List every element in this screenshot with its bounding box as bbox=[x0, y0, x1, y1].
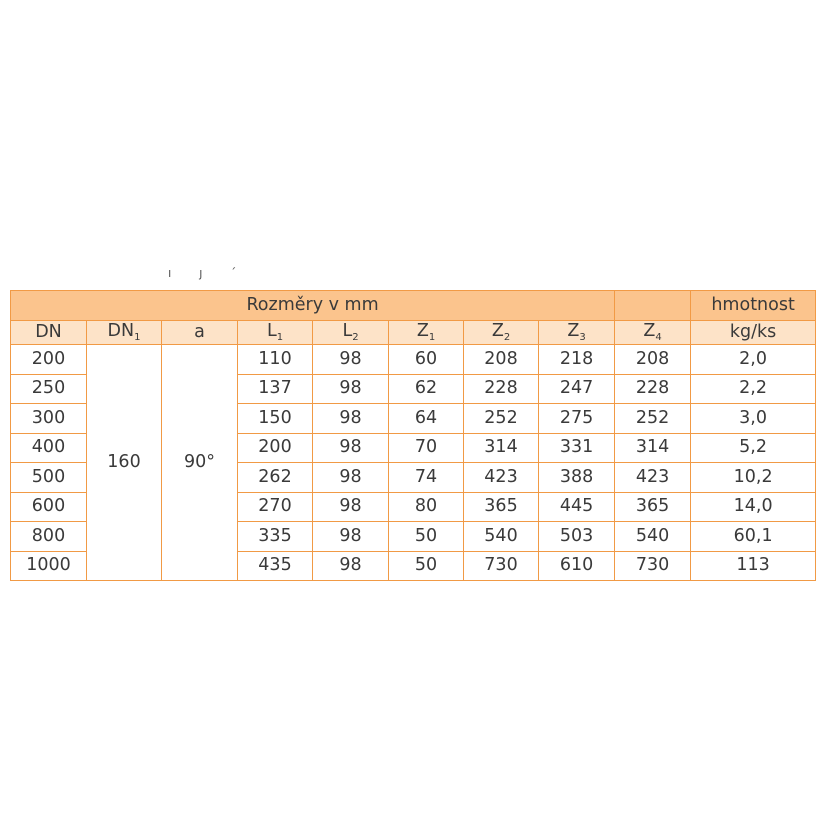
cell-kg: 60,1 bbox=[691, 522, 816, 552]
cell-dn: 500 bbox=[11, 463, 87, 493]
column-header-label: DN bbox=[107, 320, 135, 341]
column-header bbox=[615, 321, 691, 345]
cell-z3: 275 bbox=[539, 404, 615, 434]
cell-l1: 200 bbox=[238, 433, 313, 463]
cell-dn1: 160 bbox=[87, 345, 162, 581]
header-row-columns bbox=[11, 321, 816, 345]
cell-l1: 150 bbox=[238, 404, 313, 434]
cell-z4: 208 bbox=[615, 345, 691, 375]
column-header-label: L bbox=[342, 320, 353, 341]
cell-z2: 730 bbox=[464, 551, 539, 581]
dimensions-table bbox=[10, 290, 816, 581]
cell-z4: 540 bbox=[615, 522, 691, 552]
column-header-label: L bbox=[266, 320, 277, 341]
cell-dn: 300 bbox=[11, 404, 87, 434]
cell-dn: 250 bbox=[11, 374, 87, 404]
column-header-label: Z bbox=[567, 320, 580, 341]
table-row bbox=[11, 345, 816, 375]
header-row-group bbox=[11, 291, 816, 321]
cell-l2: 98 bbox=[313, 463, 389, 493]
cell-l1: 435 bbox=[238, 551, 313, 581]
column-header bbox=[87, 321, 162, 345]
column-header-label: Z bbox=[491, 320, 504, 341]
column-header-label: Z bbox=[416, 320, 429, 341]
cell-l2: 98 bbox=[313, 404, 389, 434]
cell-z3: 331 bbox=[539, 433, 615, 463]
cell-z2: 208 bbox=[464, 345, 539, 375]
cell-kg: 14,0 bbox=[691, 492, 816, 522]
column-header bbox=[162, 321, 238, 345]
cell-z2: 423 bbox=[464, 463, 539, 493]
column-header bbox=[389, 321, 464, 345]
cell-z3: 445 bbox=[539, 492, 615, 522]
column-header-subscript: 2 bbox=[352, 331, 359, 343]
cell-z4: 228 bbox=[615, 374, 691, 404]
cell-z2: 540 bbox=[464, 522, 539, 552]
column-header bbox=[539, 321, 615, 345]
cell-z4: 252 bbox=[615, 404, 691, 434]
column-header-subscript: 3 bbox=[579, 331, 586, 343]
cell-dn: 1000 bbox=[11, 551, 87, 581]
column-header-subscript: 2 bbox=[503, 331, 511, 343]
column-header-subscript: 4 bbox=[655, 331, 662, 343]
cell-kg: 10,2 bbox=[691, 463, 816, 493]
cell-l1: 110 bbox=[238, 345, 313, 375]
cell-z3: 388 bbox=[539, 463, 615, 493]
column-header-label: kg/ks bbox=[729, 321, 777, 342]
cell-l1: 137 bbox=[238, 374, 313, 404]
cell-z2: 365 bbox=[464, 492, 539, 522]
cropped-text-fragment: ı ȷ ´ bbox=[168, 266, 249, 280]
column-header bbox=[238, 321, 313, 345]
cell-z3: 218 bbox=[539, 345, 615, 375]
cell-l2: 98 bbox=[313, 433, 389, 463]
cell-dn: 200 bbox=[11, 345, 87, 375]
cell-l2: 98 bbox=[313, 374, 389, 404]
cell-z3: 610 bbox=[539, 551, 615, 581]
cell-l2: 98 bbox=[313, 492, 389, 522]
cell-z1: 62 bbox=[389, 374, 464, 404]
cell-l2: 98 bbox=[313, 345, 389, 375]
cell-l2: 98 bbox=[313, 522, 389, 552]
column-header-label: Z bbox=[643, 320, 656, 341]
cell-kg: 5,2 bbox=[691, 433, 816, 463]
cell-z4: 730 bbox=[615, 551, 691, 581]
cell-z1: 80 bbox=[389, 492, 464, 522]
column-header bbox=[691, 321, 816, 345]
cell-dn: 600 bbox=[11, 492, 87, 522]
cell-z3: 503 bbox=[539, 522, 615, 552]
cell-kg: 2,2 bbox=[691, 374, 816, 404]
cell-l1: 335 bbox=[238, 522, 313, 552]
column-header-label: a bbox=[194, 321, 205, 342]
group-header-dimensions: Rozměry v mm bbox=[11, 291, 615, 321]
cell-z1: 50 bbox=[389, 522, 464, 552]
cell-z1: 74 bbox=[389, 463, 464, 493]
cell-l1: 262 bbox=[238, 463, 313, 493]
cell-z1: 70 bbox=[389, 433, 464, 463]
column-header bbox=[313, 321, 389, 345]
cell-kg: 2,0 bbox=[691, 345, 816, 375]
column-header-subscript: 1 bbox=[276, 331, 284, 343]
group-header-empty bbox=[615, 291, 691, 321]
cell-z2: 228 bbox=[464, 374, 539, 404]
cell-z3: 247 bbox=[539, 374, 615, 404]
column-header-subscript: 1 bbox=[428, 331, 436, 343]
cell-l2: 98 bbox=[313, 551, 389, 581]
cell-z1: 60 bbox=[389, 345, 464, 375]
cell-dn: 400 bbox=[11, 433, 87, 463]
cell-z1: 64 bbox=[389, 404, 464, 434]
cell-z4: 314 bbox=[615, 433, 691, 463]
cell-z4: 365 bbox=[615, 492, 691, 522]
cell-dn: 800 bbox=[11, 522, 87, 552]
column-header bbox=[464, 321, 539, 345]
cell-kg: 3,0 bbox=[691, 404, 816, 434]
column-header-subscript: 1 bbox=[134, 331, 141, 343]
column-header bbox=[11, 321, 87, 345]
cell-angle: 90° bbox=[162, 345, 238, 581]
cell-l1: 270 bbox=[238, 492, 313, 522]
cell-z2: 314 bbox=[464, 433, 539, 463]
cell-z2: 252 bbox=[464, 404, 539, 434]
cell-kg: 113 bbox=[691, 551, 816, 581]
group-header-weight: hmotnost bbox=[691, 291, 816, 321]
column-header-label: DN bbox=[35, 321, 62, 342]
cell-z4: 423 bbox=[615, 463, 691, 493]
cell-z1: 50 bbox=[389, 551, 464, 581]
